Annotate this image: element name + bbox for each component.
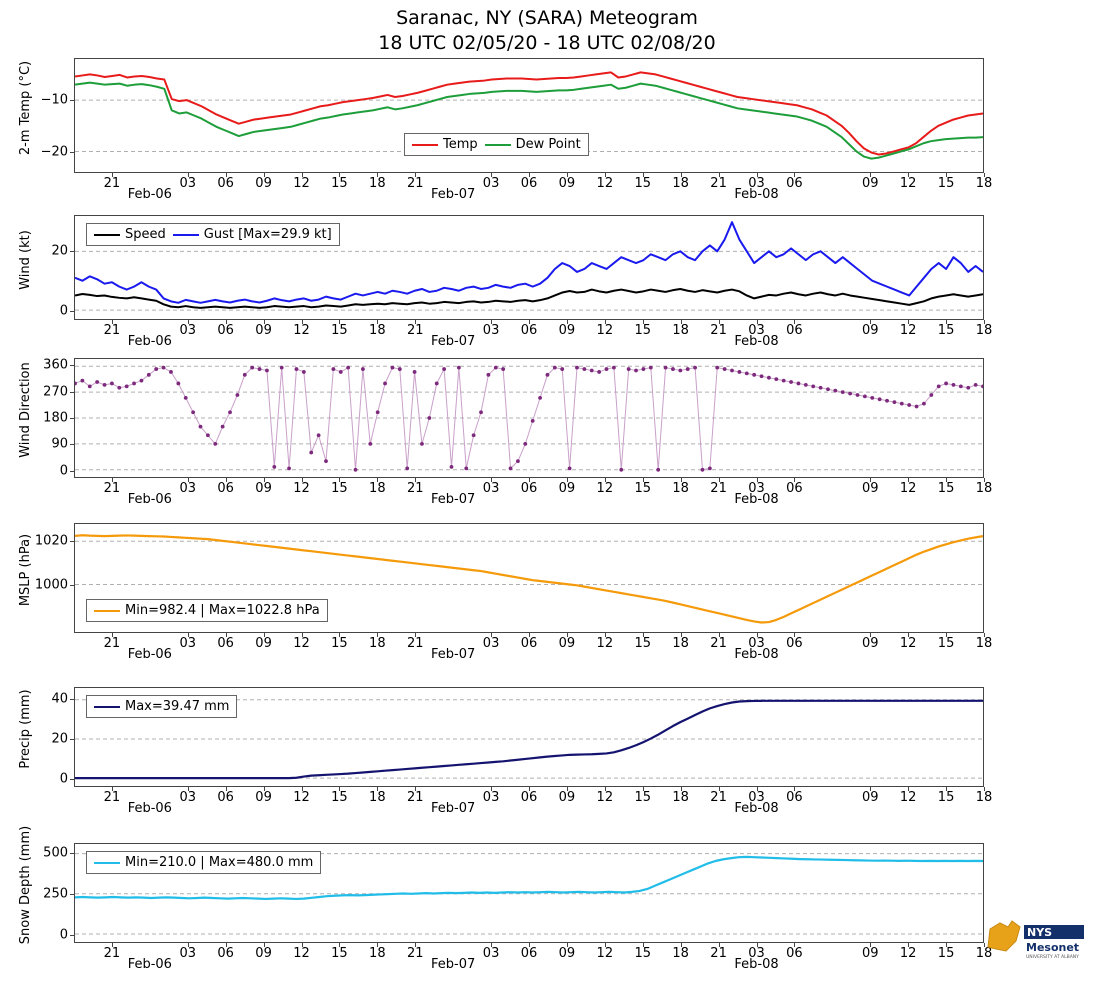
legend-label: Max=39.47 mm [125,699,230,714]
xtick-wind_direction-3: 09 [255,481,272,496]
panel-snow_depth [0,825,1094,985]
xtick-wind-17: 09 [861,323,879,338]
page-title [0,6,1094,56]
xtick-precip-20: 18 [975,790,993,805]
xtick-snow_depth-20: 18 [975,946,993,961]
ytick-wind_direction-0: 0 [59,463,68,479]
xtick-temperature-3: 09 [255,176,272,191]
legend-item-precip-0 [94,699,229,714]
xtick-day-precip-1: Feb-07 [431,801,476,816]
xtick-snow_depth-9: 06 [520,946,538,961]
xtick-wind_direction-6: 18 [369,481,386,496]
xtick-wind_direction-4: 12 [293,481,310,496]
xtick-day-temperature-2: Feb-08 [734,187,779,202]
xtick-wind-5: 15 [331,323,348,338]
xtick-precip-17: 09 [861,790,879,805]
xtick-temperature-19: 15 [937,176,955,191]
xtick-wind_direction-10: 09 [558,481,576,496]
xtick-temperature-8: 03 [482,176,500,191]
xtick-wind-18: 12 [899,323,917,338]
ylabel-wind_direction: Wind Direction [18,362,33,458]
nys-mesonet-logo [982,917,1086,961]
xtick-temperature-5: 15 [331,176,348,191]
ytick-snow_depth-2: 500 [43,845,68,861]
xtick-mslp-13: 18 [672,636,689,651]
legend-label: Min=982.4 | Max=1022.8 hPa [125,603,320,618]
xtick-wind-12: 15 [634,323,652,338]
xtick-snow_depth-12: 15 [634,946,652,961]
xtick-temperature-16: 06 [786,176,803,191]
xtick-precip-1: 03 [179,790,197,805]
xtick-day-wind-0: Feb-06 [127,334,172,349]
xtick-wind-20: 18 [975,323,993,338]
xtick-mslp-15: 03 [748,636,765,651]
xtick-precip-2: 06 [217,790,234,805]
xtick-wind_direction-12: 15 [634,481,652,496]
xtick-mslp-0: 21 [103,636,121,651]
ylabel-precip: Precip (mm) [18,689,33,769]
ytick-wind_direction-3: 270 [43,384,68,400]
xtick-mslp-18: 12 [899,636,917,651]
xtick-precip-3: 09 [255,790,272,805]
xtick-temperature-0: 21 [103,176,121,191]
legend-snow_depth [86,851,321,874]
xtick-wind-10: 09 [558,323,576,338]
xtick-wind-3: 09 [255,323,272,338]
xtick-precip-15: 03 [748,790,765,805]
xtick-temperature-13: 18 [672,176,689,191]
xtick-wind_direction-2: 06 [217,481,234,496]
xtick-mslp-4: 12 [293,636,310,651]
xtick-day-mslp-2: Feb-08 [734,647,779,662]
xtick-precip-13: 18 [672,790,689,805]
xtick-precip-6: 18 [369,790,386,805]
xtick-precip-16: 06 [786,790,803,805]
legend-label: Min=210.0 | Max=480.0 mm [125,855,314,870]
xtick-snow_depth-16: 06 [786,946,803,961]
legend-item-mslp-0 [94,603,320,618]
xtick-temperature-18: 12 [899,176,917,191]
legend-swatch-icon [94,862,120,864]
xtick-mslp-9: 06 [520,636,538,651]
ytick-temperature-1: −10 [40,92,68,108]
xtick-mslp-16: 06 [786,636,803,651]
svg-text:NYS: NYS [1027,926,1053,939]
xtick-temperature-11: 12 [596,176,614,191]
xtick-precip-10: 09 [558,790,576,805]
xtick-wind-7: 21 [406,323,424,338]
xtick-wind_direction-18: 12 [899,481,917,496]
panel-temperature [0,58,1094,215]
xtick-wind_direction-13: 18 [672,481,689,496]
legend-swatch-icon [412,144,438,146]
legend-swatch-icon [485,144,511,146]
xtick-temperature-9: 06 [520,176,538,191]
plot-area-wind_direction [74,358,984,478]
ylabel-mslp: MSLP (hPa) [18,533,33,607]
xtick-precip-7: 21 [406,790,424,805]
xtick-snow_depth-14: 21 [710,946,727,961]
xtick-snow_depth-17: 09 [861,946,879,961]
xtick-snow_depth-5: 15 [331,946,348,961]
xtick-precip-11: 12 [596,790,614,805]
legend-precip [86,695,237,718]
xtick-temperature-12: 15 [634,176,652,191]
xtick-precip-12: 15 [634,790,652,805]
xtick-mslp-2: 06 [217,636,234,651]
xtick-mslp-14: 21 [710,636,727,651]
title-line-2: 18 UTC 02/05/20 - 18 UTC 02/08/20 [378,32,716,54]
ytick-wind_direction-2: 180 [43,410,68,426]
xtick-day-wind_direction-2: Feb-08 [734,492,779,507]
xtick-day-snow_depth-1: Feb-07 [431,957,476,972]
ylabel-wind: Wind (kt) [18,229,33,290]
xtick-day-snow_depth-2: Feb-08 [734,957,779,972]
legend-swatch-icon [94,234,120,236]
xtick-wind-19: 15 [937,323,955,338]
xtick-precip-19: 15 [937,790,955,805]
xtick-temperature-4: 12 [293,176,310,191]
plot-canvas-wind_direction [75,359,983,477]
xtick-temperature-20: 18 [975,176,993,191]
xtick-mslp-17: 09 [861,636,879,651]
ytick-precip-0: 0 [59,771,68,787]
xtick-mslp-19: 15 [937,636,955,651]
ytick-precip-2: 40 [51,691,68,707]
panel-wind_direction [0,358,1094,520]
xtick-precip-9: 06 [520,790,538,805]
xtick-wind-0: 21 [103,323,121,338]
xtick-temperature-2: 06 [217,176,234,191]
xtick-temperature-15: 03 [748,176,765,191]
xtick-precip-18: 12 [899,790,917,805]
xtick-wind-8: 03 [482,323,500,338]
legend-label: Temp [443,137,478,152]
ytick-snow_depth-0: 0 [59,927,68,943]
xtick-mslp-11: 12 [596,636,614,651]
xtick-mslp-20: 18 [975,636,993,651]
xtick-precip-8: 03 [482,790,500,805]
xtick-wind_direction-16: 06 [786,481,803,496]
xtick-snow_depth-18: 12 [899,946,917,961]
xtick-wind_direction-11: 12 [596,481,614,496]
xtick-wind_direction-20: 18 [975,481,993,496]
ylabel-temperature: 2-m Temp (°C) [18,60,33,155]
xtick-mslp-6: 18 [369,636,386,651]
xtick-day-mslp-1: Feb-07 [431,647,476,662]
xtick-wind-6: 18 [369,323,386,338]
xtick-snow_depth-15: 03 [748,946,765,961]
xtick-wind_direction-5: 15 [331,481,348,496]
ytick-wind_direction-4: 360 [43,357,68,373]
xtick-snow_depth-7: 21 [406,946,424,961]
xtick-snow_depth-19: 15 [937,946,955,961]
xtick-wind_direction-17: 09 [861,481,879,496]
xtick-wind_direction-14: 21 [710,481,727,496]
panel-precip [0,687,1094,829]
legend-swatch-icon [94,610,120,612]
xtick-mslp-12: 15 [634,636,652,651]
xtick-day-mslp-0: Feb-06 [127,647,172,662]
xtick-snow_depth-1: 03 [179,946,197,961]
xtick-wind-2: 06 [217,323,234,338]
xtick-temperature-6: 18 [369,176,386,191]
legend-item-temperature-1 [485,137,581,152]
xtick-day-wind_direction-1: Feb-07 [431,492,476,507]
legend-mslp [86,599,328,622]
legend-label: Speed [125,227,166,242]
xtick-wind_direction-9: 06 [520,481,538,496]
title-line-1: Saranac, NY (SARA) Meteogram [396,7,698,29]
xtick-temperature-10: 09 [558,176,576,191]
legend-swatch-icon [94,706,120,708]
xtick-snow_depth-0: 21 [103,946,121,961]
xtick-wind_direction-8: 03 [482,481,500,496]
ytick-wind-0: 0 [59,303,68,319]
xtick-mslp-8: 03 [482,636,500,651]
xtick-wind_direction-1: 03 [179,481,197,496]
ytick-temperature-0: −20 [40,144,68,160]
xtick-mslp-3: 09 [255,636,272,651]
xtick-temperature-7: 21 [406,176,424,191]
xtick-snow_depth-3: 09 [255,946,272,961]
xtick-day-precip-2: Feb-08 [734,801,779,816]
legend-item-wind-1 [173,227,332,242]
legend-temperature [404,133,589,156]
ytick-snow_depth-1: 250 [43,886,68,902]
xtick-day-wind-2: Feb-08 [734,334,779,349]
legend-item-temperature-0 [412,137,478,152]
legend-swatch-icon [173,234,199,236]
ytick-mslp-0: 1000 [34,577,68,593]
xtick-snow_depth-13: 18 [672,946,689,961]
panel-mslp [0,523,1094,675]
svg-text:UNIVERSITY AT ALBANY: UNIVERSITY AT ALBANY [1026,955,1079,960]
xtick-wind-15: 03 [748,323,765,338]
xtick-day-temperature-0: Feb-06 [127,187,172,202]
xtick-snow_depth-8: 03 [482,946,500,961]
xtick-day-precip-0: Feb-06 [127,801,172,816]
panel-wind [0,215,1094,362]
xtick-precip-14: 21 [710,790,727,805]
ytick-wind-1: 20 [51,243,68,259]
xtick-wind_direction-7: 21 [406,481,424,496]
xtick-wind_direction-19: 15 [937,481,955,496]
ytick-mslp-1: 1020 [34,533,68,549]
xtick-mslp-5: 15 [331,636,348,651]
xtick-day-snow_depth-0: Feb-06 [127,957,172,972]
xtick-precip-5: 15 [331,790,348,805]
xtick-wind-16: 06 [786,323,803,338]
xtick-wind-9: 06 [520,323,538,338]
xtick-precip-0: 21 [103,790,121,805]
legend-label: Dew Point [515,137,581,152]
xtick-temperature-17: 09 [861,176,879,191]
xtick-day-wind-1: Feb-07 [431,334,476,349]
xtick-wind-1: 03 [179,323,197,338]
xtick-day-wind_direction-0: Feb-06 [127,492,172,507]
xtick-snow_depth-10: 09 [558,946,576,961]
xtick-snow_depth-4: 12 [293,946,310,961]
xtick-precip-4: 12 [293,790,310,805]
xtick-wind_direction-0: 21 [103,481,121,496]
xtick-snow_depth-11: 12 [596,946,614,961]
legend-item-wind-0 [94,227,166,242]
xtick-wind-13: 18 [672,323,689,338]
ytick-precip-1: 20 [51,731,68,747]
xtick-wind_direction-15: 03 [748,481,765,496]
xtick-mslp-1: 03 [179,636,197,651]
xtick-snow_depth-2: 06 [217,946,234,961]
xtick-day-temperature-1: Feb-07 [431,187,476,202]
xtick-wind-11: 12 [596,323,614,338]
xtick-wind-4: 12 [293,323,310,338]
xtick-mslp-7: 21 [406,636,424,651]
legend-item-snow_depth-0 [94,855,313,870]
legend-wind [86,223,340,246]
ytick-wind_direction-1: 90 [51,436,68,452]
xtick-temperature-1: 03 [179,176,197,191]
xtick-snow_depth-6: 18 [369,946,386,961]
legend-label: Gust [Max=29.9 kt] [203,227,332,242]
svg-text:Mesonet: Mesonet [1026,941,1080,954]
xtick-temperature-14: 21 [710,176,727,191]
xtick-wind-14: 21 [710,323,727,338]
ylabel-snow_depth: Snow Depth (mm) [18,825,33,945]
xtick-mslp-10: 09 [558,636,576,651]
